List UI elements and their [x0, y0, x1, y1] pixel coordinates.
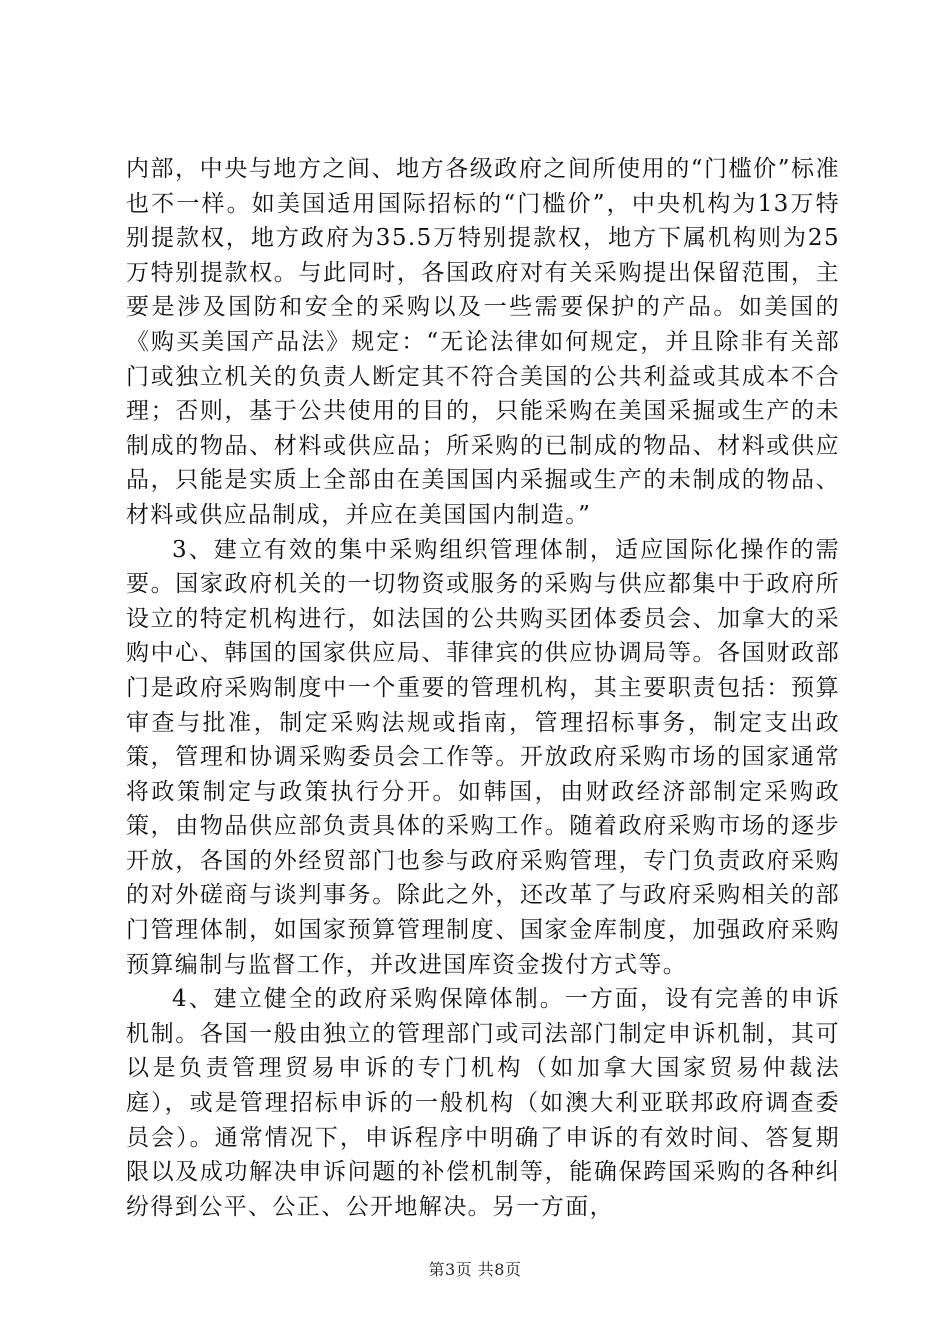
document-body	[126, 152, 840, 1224]
page-number-footer: 第3页 共8页	[428, 1260, 522, 1279]
paragraph-2: 3、建立有效的集中采购组织管理体制，适应国际化操作的需要。国家政府机关的一切物资或服务的采购与供应都集中于政府所设立的特定机构进行，如法国的公共购买团体委员会、加拿大的采购中心、韩国的国家供应局、菲律宾的供应协调局等。各国财政部门是政府采购制度中一个重要的管理机构，其主要职责包括：预算审查与批准，制定采购法规或指南，管理招标事务，制定支出政策，管理和协调采购委员会工作等。开放政府采购市场的国家通常将政策制定与政策执行分开。如韩国，由财政经济部制定采购政策，由物品供应部负责具体的采购工作。随着政府采购市场的逐步开放，各国的外经贸部门也参与政府采购管理，专门负责政府采购的对外磋商与谈判事务。除此之外，还改革了与政府采购相关的部门管理体制，如国家预算管理制度、国家金库制度，加强政府采购预算编制与监督工作，并改进国库资金拨付方式等。	[126, 536, 840, 978]
paragraph-3: 4、建立健全的政府采购保障体制。一方面，设有完善的申诉机制。各国一般由独立的管理部门或司法部门制定申诉机制，其可以是负责管理贸易申诉的专门机构（如加拿大国家贸易仲裁法庭），或是管理招标申诉的一般机构（如澳大利亚联邦政府调查委员会）。通常情况下，申诉程序中明确了申诉的有效时间、答复期限以及成功解决申诉问题的补偿机制等，能确保跨国采购的各种纠纷得到公平、公正、公开地解决。另一方面，	[126, 986, 840, 1220]
paragraph-1: 内部，中央与地方之间、地方各级政府之间所使用的“门槛价”标准也不一样。如美国适用国际招标的“门槛价”，中央机构为13万特别提款权，地方政府为35.5万特别提款权，地方下属机构则为25万特别提款权。与此同时，各国政府对有关采购提出保留范围，主要是涉及国防和安全的采购以及一些需要保护的产品。如美国的《购买美国产品法》规定：“无论法律如何规定，并且除非有关部门或独立机关的负责人断定其不符合美国的公共利益或其成本不合理；否则，基于公共使用的目的，只能采购在美国采掘或生产的未制成的物品、材料或供应品；所采购的已制成的物品、材料或供应品，只能是实质上全部由在美国国内采掘或生产的未制成的物品、材料或供应品制成，并应在美国国内制造。”	[126, 156, 840, 528]
